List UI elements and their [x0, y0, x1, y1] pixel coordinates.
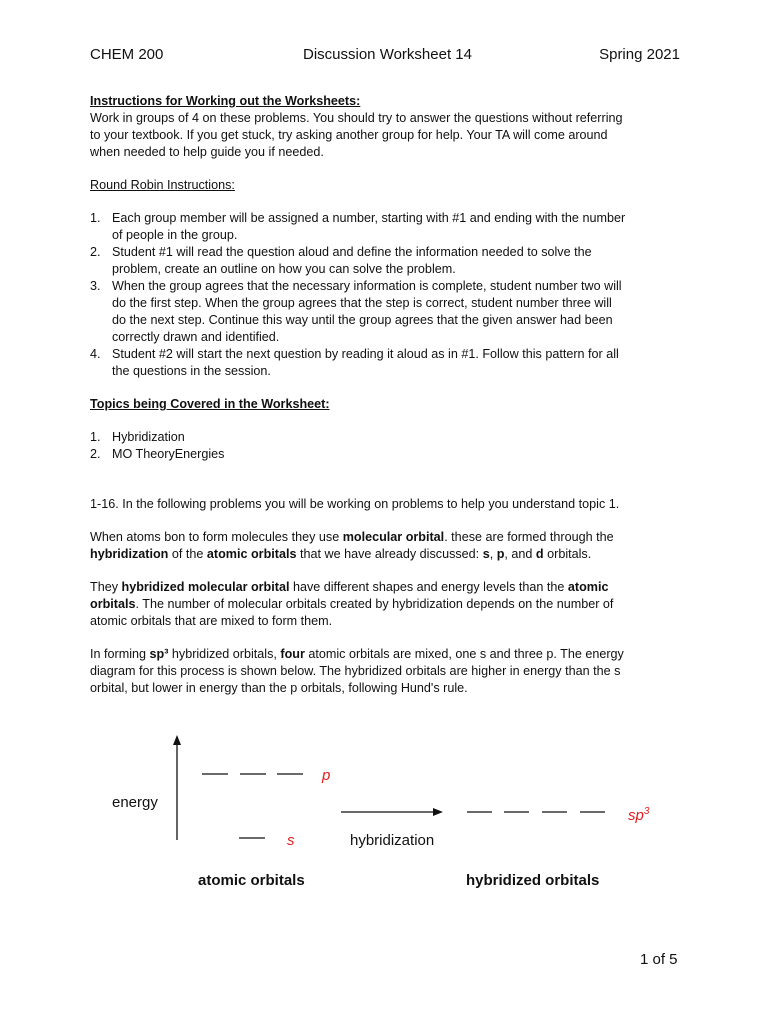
topics-heading: Topics being Covered in the Worksheet:: [90, 397, 330, 411]
problem-intro: 1-16. In the following problems you will be working on problems to help you understand topic 1.: [90, 497, 620, 511]
list-item-line: of people in the group.: [112, 228, 238, 242]
list-item-line: problem, create an outline on how you can solve the problem.: [112, 262, 456, 276]
list-number: 1.: [90, 430, 101, 444]
paragraph-hybridized-cont: orbitals. The number of molecular orbitals created by hybridization depends on the number of: [90, 597, 614, 611]
topics-list: [90, 429, 690, 463]
hybridized-orbitals-caption: hybridized orbitals: [466, 872, 600, 889]
list-number: 2.: [90, 245, 101, 259]
hybridization-arrowhead: [433, 808, 443, 816]
list-item: [90, 346, 690, 380]
list-number: 2.: [90, 447, 101, 461]
paragraph-hybridized-cont: atomic orbitals that are mixed to form them.: [90, 614, 333, 628]
paragraph-sp3: In forming sp³ hybridized orbitals, four atomic orbitals are mixed, one s and three p. The energy: [90, 647, 624, 661]
list-number: 1.: [90, 211, 101, 225]
list-item: [90, 244, 690, 278]
paragraph-molecular-orbitals-cont: hybridization of the atomic orbitals that we have already discussed: s, p, and d orbitals.: [90, 547, 592, 561]
list-item-line: When the group agrees that the necessary information is complete, student number two will: [112, 279, 622, 293]
instructions-heading: Instructions for Working out the Worksheets:: [90, 94, 361, 108]
paragraph-hybridized: They hybridized molecular orbital have different shapes and energy levels than the atomic: [90, 580, 609, 594]
list-item-line: do the first step. When the group agrees that the step is correct, student number three will: [112, 296, 612, 310]
list-item: [90, 429, 690, 446]
list-item-line: Student #2 will start the next question by reading it aloud as in #1. Follow this pattern for all: [112, 347, 619, 361]
term: Spring 2021: [599, 46, 680, 63]
list-item-line: do the next step. Continue this way until the group agrees that the given answer had been: [112, 313, 613, 327]
sp3-label: $sp^3$: [628, 806, 650, 824]
list-item: [90, 446, 690, 463]
course-code: CHEM 200: [90, 46, 164, 63]
topic-text: Hybridization: [112, 430, 185, 444]
worksheet-body: [90, 93, 690, 697]
instructions-line: when needed to help guide you if needed.: [90, 145, 324, 159]
page-number: 1 of 5: [640, 951, 678, 968]
instructions-line: Work in groups of 4 on these problems. You should try to answer the questions without referring: [90, 111, 623, 125]
list-item-line: correctly drawn and identified.: [112, 330, 280, 344]
page-header: [90, 46, 680, 66]
list-item: [90, 210, 690, 244]
round-robin-list: [90, 210, 690, 380]
paragraph-sp3-cont: orbital, but lower in energy than the p orbitals, following Hund's rule.: [90, 681, 468, 695]
list-item-line: Student #1 will read the question aloud and define the information needed to solve the: [112, 245, 592, 259]
list-number: 3.: [90, 279, 101, 293]
energy-label: energy: [112, 794, 158, 811]
worksheet-title: Discussion Worksheet 14: [303, 46, 472, 63]
atomic-orbitals-caption: atomic orbitals: [198, 872, 305, 889]
list-number: 4.: [90, 347, 101, 361]
list-item: [90, 278, 690, 346]
instructions-line: to your textbook. If you get stuck, try asking another group for help. Your TA will come around: [90, 128, 608, 142]
paragraph-molecular-orbitals: When atoms bon to form molecules they use molecular orbital. these are formed through the: [90, 530, 614, 544]
hybridization-label: hybridization: [350, 832, 435, 849]
paragraph-sp3-cont: diagram for this process is shown below. The hybridized orbitals are higher in energy than the s: [90, 664, 621, 678]
energy-axis-arrowhead: [173, 735, 181, 745]
round-robin-heading: Round Robin Instructions:: [90, 178, 235, 192]
list-item-line: Each group member will be assigned a number, starting with #1 and ending with the number: [112, 211, 626, 225]
topic-text: MO TheoryEnergies: [112, 447, 225, 461]
p-orbital-label: p: [322, 767, 331, 784]
s-orbital-label: s: [287, 832, 295, 849]
list-item-line: the questions in the session.: [112, 364, 271, 378]
